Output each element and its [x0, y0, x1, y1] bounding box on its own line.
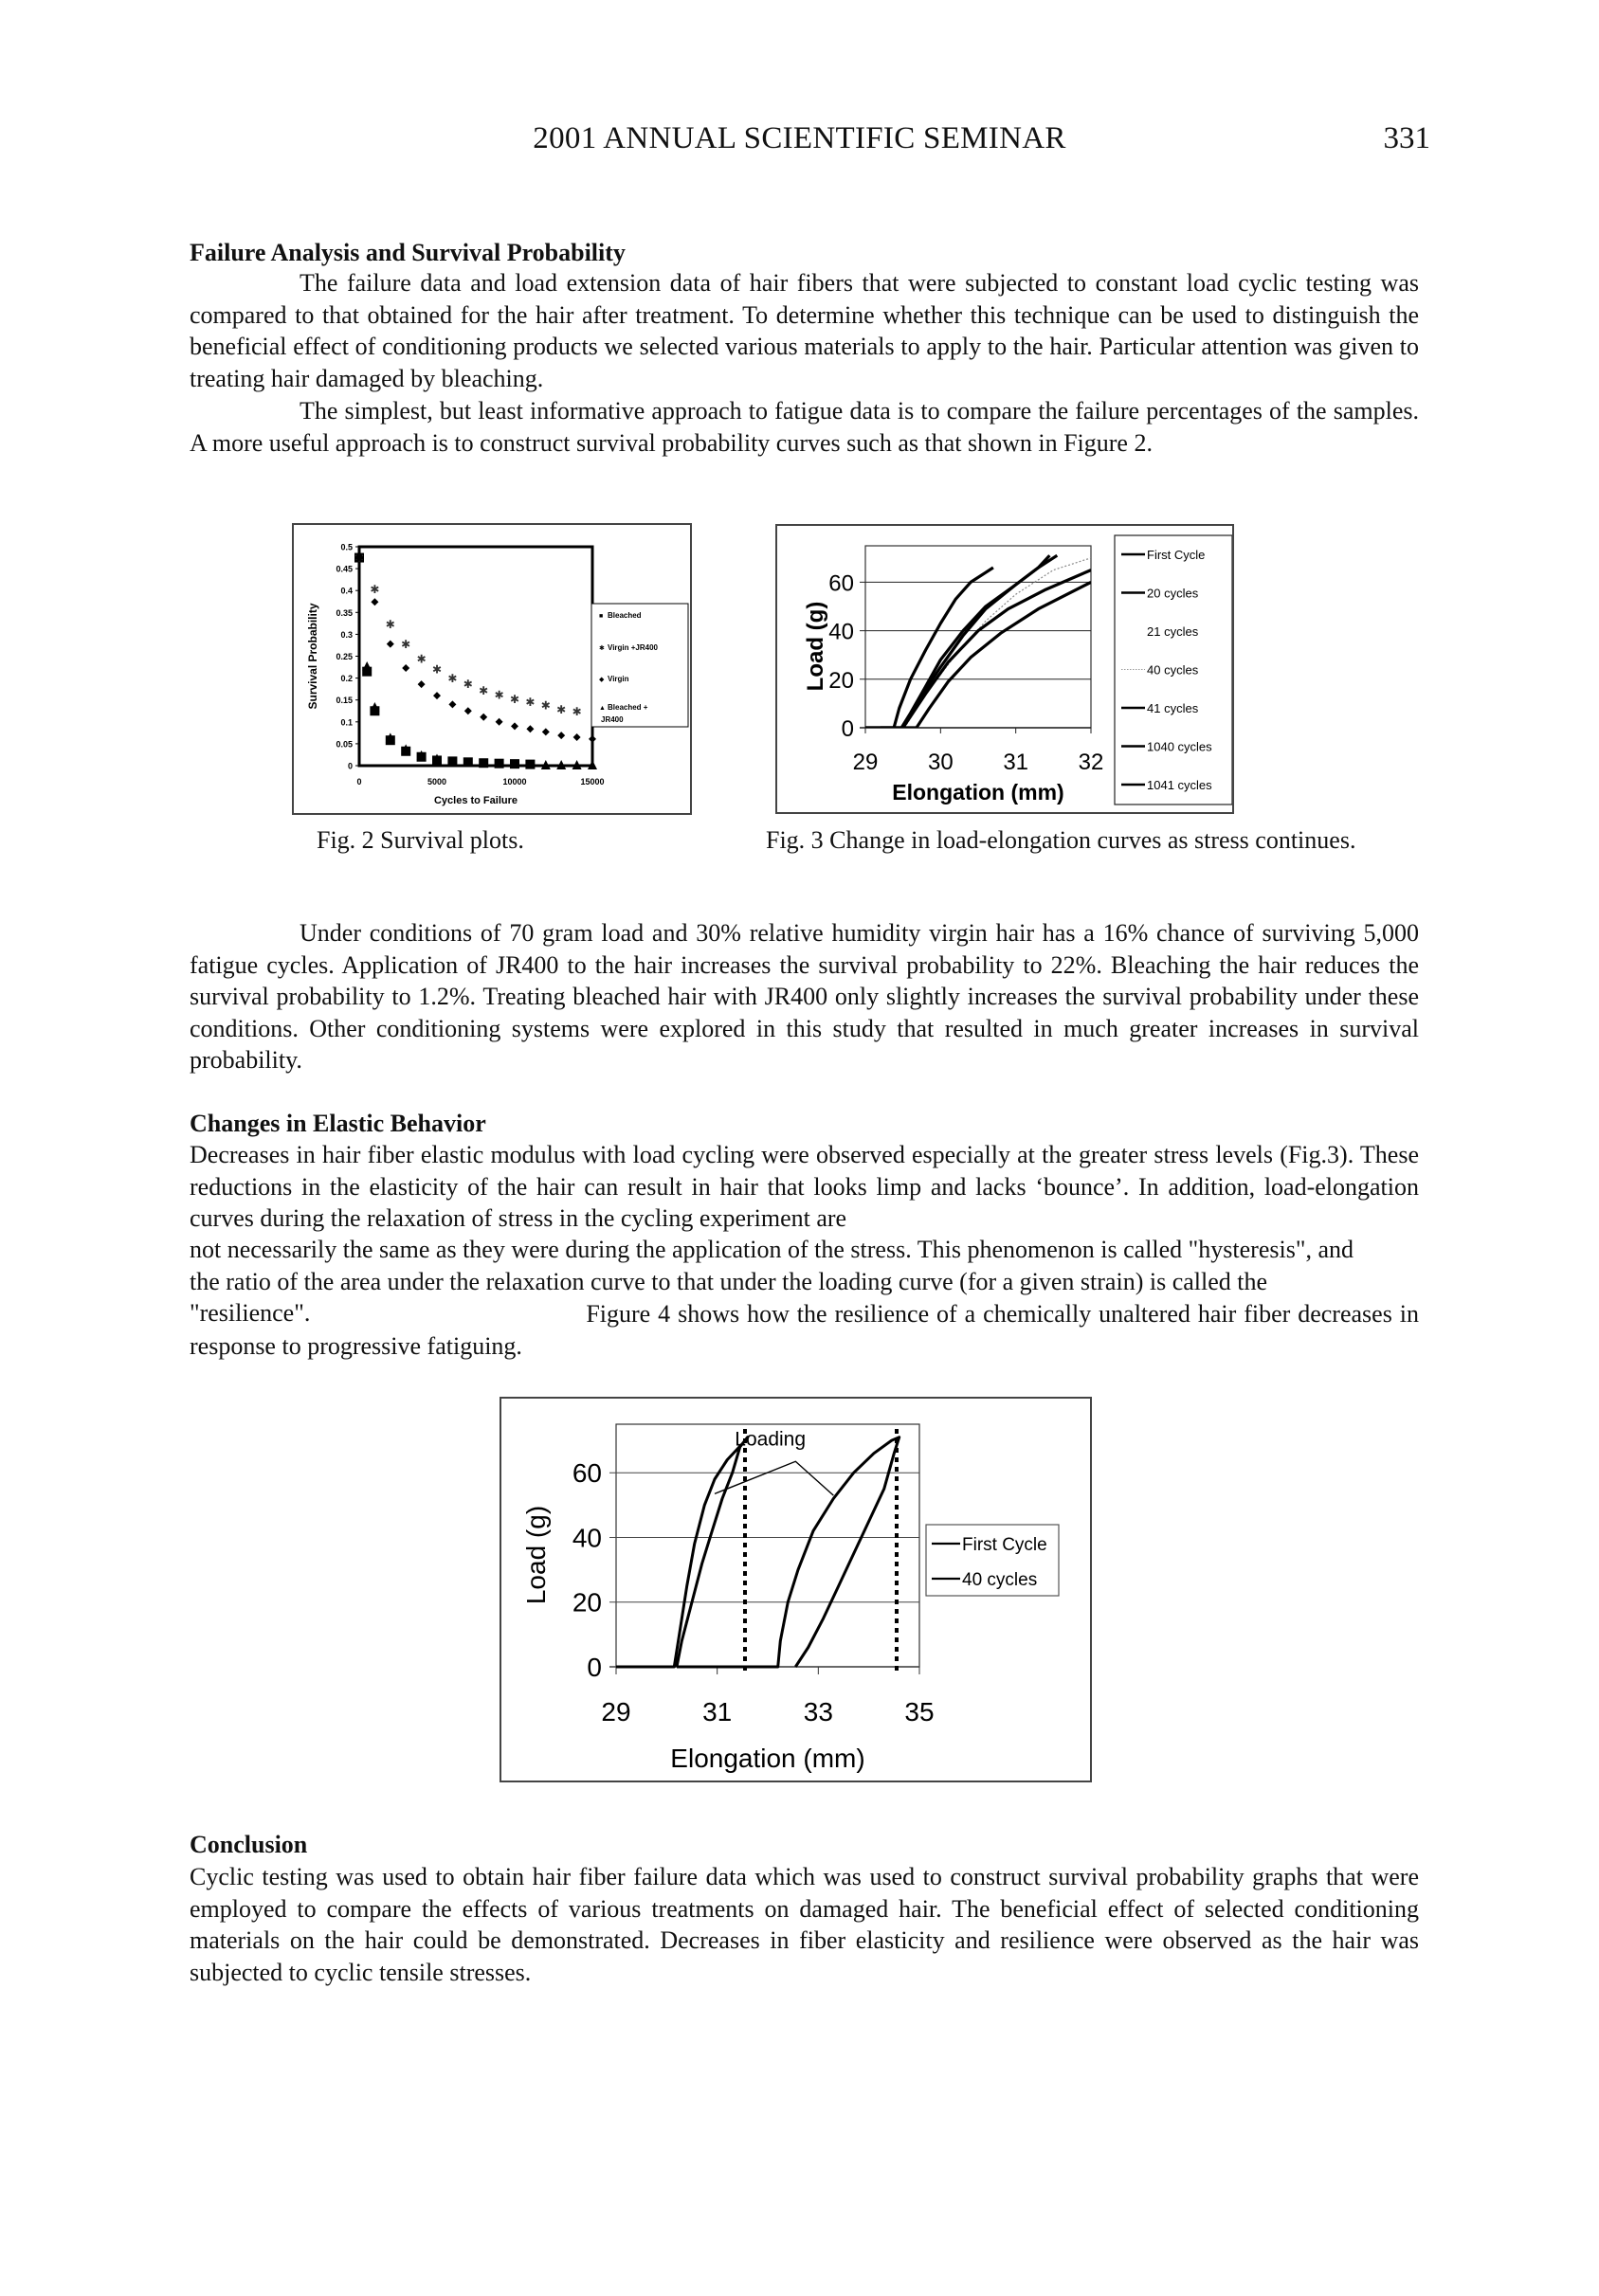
y-tick-label: 0.1: [340, 717, 353, 728]
paragraph-conclusion: Cyclic testing was used to obtain hair fiber failure data which was used to construct survival probability graphs that were employed to compare the effects of various treatments on damaged hair. The beneficial effect of selected conditioning materials on the hair could be demonstrated. Decreases in fiber elasticity and resilience were observed as the hair was subjected to cyclic tensile stresses.: [190, 1863, 1419, 1986]
figure-4-resilience-chart: [501, 1399, 1090, 1781]
section-heading-conclusion: Conclusion: [190, 1831, 308, 1858]
series-line-40-cycles: [677, 1437, 899, 1667]
data-point-virgin: [573, 733, 581, 741]
data-point-bleached-jr400: [362, 661, 372, 671]
x-tick-label: 30: [927, 750, 954, 775]
data-point-virgin: [448, 700, 456, 708]
section-heading-failure-analysis: Failure Analysis and Survival Probability: [190, 239, 626, 266]
y-tick-label: 60: [828, 570, 854, 597]
data-point-virgin: [464, 707, 472, 714]
series-line-41-cycles: [903, 555, 1058, 728]
plot-area: [616, 1424, 919, 1667]
legend-label: 20 cycles: [1147, 586, 1199, 601]
data-point-virgin-jr400: ✱: [463, 678, 473, 692]
y-tick-label: 0.2: [340, 674, 353, 684]
x-axis-label: Elongation (mm): [670, 1744, 865, 1773]
data-point-virgin-jr400: ✱: [509, 692, 520, 706]
y-tick-label: 0.5: [340, 542, 353, 552]
x-tick-label: 35: [904, 1697, 935, 1727]
y-axis-label: Survival Probability: [306, 603, 319, 710]
plot-area: [865, 546, 1091, 728]
legend-label: 21 cycles: [1147, 624, 1199, 639]
legend-label: 1040 cycles: [1147, 739, 1212, 754]
plot-area: [359, 547, 592, 766]
legend-label: First Cycle: [962, 1535, 1047, 1555]
legend-label: Bleached +: [608, 703, 648, 712]
legend-marker: ■: [599, 613, 604, 620]
legend-marker: ✱: [599, 645, 605, 652]
data-point-virgin: [511, 722, 518, 730]
legend-label: First Cycle: [1147, 548, 1206, 562]
y-tick-label: 0.35: [336, 607, 353, 618]
y-tick-label: 0: [587, 1653, 602, 1682]
y-axis-label: Load (g): [803, 601, 828, 692]
legend-label: 41 cycles: [1147, 701, 1199, 715]
data-point-virgin-jr400: ✱: [385, 618, 395, 632]
data-point-virgin-jr400: ✱: [447, 672, 458, 686]
annotation-pointer: [715, 1461, 833, 1495]
x-tick-label: 31: [702, 1697, 733, 1727]
x-tick-label: 0: [356, 777, 362, 786]
figure-4-frame: [500, 1397, 1092, 1782]
data-point-virgin-jr400: ✱: [416, 652, 427, 666]
legend-marker: ▲: [599, 705, 606, 712]
x-axis-label: Cycles to Failure: [433, 795, 518, 806]
data-point-virgin-jr400: ✱: [494, 688, 504, 702]
x-tick-label: 29: [601, 1697, 631, 1727]
data-point-bleached: [525, 760, 535, 769]
y-tick-label: 20: [828, 667, 854, 694]
y-axis-label: Load (g): [521, 1505, 551, 1605]
data-point-virgin: [496, 718, 503, 726]
data-point-virgin-jr400: ✱: [556, 702, 567, 716]
legend-label: 1041 cycles: [1147, 778, 1212, 792]
y-tick-label: 0.15: [336, 696, 353, 706]
data-point-virgin-jr400: ✱: [431, 662, 443, 677]
x-tick-label: 33: [803, 1697, 833, 1727]
x-tick-label: 31: [1003, 750, 1029, 775]
x-tick-label: 10000: [502, 777, 527, 786]
legend-label: 40 cycles: [1147, 662, 1199, 678]
data-point-virgin: [526, 725, 534, 732]
paragraph-failure-3: Under conditions of 70 gram load and 30% relative humidity virgin hair has a 16% chance of surviving 5,000 fatigue cycles. Application of JR400 to the hair increases the survival probability to 22%. Bleaching the hair reduces the survival probability to 1.2%. Treating bleached hair with JR400 only slightly increases the survival probability under these conditions. Other conditioning systems were explored in this study that resulted in much greater increases in survival probability.: [190, 919, 1419, 1074]
data-point-bleached: [447, 756, 457, 766]
data-point-virgin: [387, 641, 394, 648]
data-point-virgin: [371, 598, 378, 606]
data-point-virgin: [433, 692, 441, 699]
paragraph-elastic-1a: Decreases in hair fiber elastic modulus with load cycling were observed especially at the greater stress levels (Fig.3). These reductions in the elasticity of the hair can result in hair that looks limp and lacks ‘bounce’. In addition, load-elongation curves during the relaxation of stress in the cycling experiment are: [190, 1141, 1419, 1232]
y-tick-label: 0.45: [336, 564, 353, 574]
data-point-bleached: [463, 757, 473, 767]
figure-2-frame: [292, 523, 692, 815]
annotation-loading: Loading: [735, 1428, 807, 1451]
x-tick-label: 29: [852, 750, 879, 775]
y-tick-label: 20: [572, 1587, 602, 1618]
y-tick-label: 40: [572, 1523, 602, 1553]
paragraph-elastic-1b: not necessarily the same as they were during the application of the stress. This phenomenon is called "hysteresis", and the ratio of the area under the relaxation curve to that under the loading curve (for a given strain) is called the "resilience".: [190, 1236, 1354, 1327]
series-line-first-cycle: [865, 568, 993, 728]
data-point-virgin-jr400: ✱: [572, 705, 582, 719]
legend-label: Virgin +JR400: [608, 643, 658, 652]
data-point-bleached: [479, 758, 488, 768]
x-axis-label: Elongation (mm): [892, 780, 1064, 805]
data-point-bleached: [510, 759, 519, 768]
figure-2-survival-chart: [294, 525, 690, 813]
page-number: 331: [1383, 121, 1430, 155]
y-tick-label: 0: [347, 761, 353, 771]
y-tick-label: 60: [572, 1458, 602, 1489]
x-tick-label: 32: [1078, 750, 1104, 775]
series-line-20-cycles: [881, 555, 1050, 728]
data-point-virgin: [418, 680, 426, 688]
section-heading-elastic-behavior: Changes in Elastic Behavior: [190, 1110, 486, 1137]
y-tick-label: 0.4: [340, 586, 353, 596]
data-point-bleached: [495, 759, 504, 768]
y-tick-label: 0.3: [340, 629, 353, 640]
paragraph-elastic-1c-wrap: [190, 1298, 1419, 1362]
data-point-virgin-jr400: ✱: [401, 638, 411, 652]
legend-label: JR400: [601, 715, 624, 724]
data-point-virgin-jr400: ✱: [525, 696, 536, 710]
data-point-virgin-jr400: ✱: [370, 582, 380, 596]
figure-3-load-elongation-chart: [777, 526, 1232, 812]
figure-3-frame: [775, 524, 1234, 814]
x-tick-label: 5000: [427, 777, 447, 786]
figure-2-caption: Fig. 2 Survival plots.: [317, 826, 524, 854]
legend-marker: ◆: [599, 677, 605, 683]
legend-label: Bleached: [608, 611, 642, 620]
y-tick-label: 0.05: [336, 739, 353, 750]
data-point-virgin: [589, 735, 596, 743]
data-point-virgin-jr400: ✱: [540, 698, 551, 713]
x-tick-label: 15000: [580, 777, 605, 786]
figure-3-caption: Fig. 3 Change in load-elongation curves as stress continues.: [766, 826, 1356, 854]
data-point-virgin: [542, 728, 550, 735]
paragraph-elastic-1c: Figure 4 shows how the resilience of a chemically unaltered hair fiber decreases in response to progressive fatiguing.: [190, 1300, 1419, 1360]
legend-label: 40 cycles: [962, 1570, 1038, 1590]
data-point-virgin: [557, 732, 565, 739]
data-point-virgin: [402, 664, 409, 672]
data-point-virgin: [480, 714, 487, 721]
series-line-first-cycle: [616, 1437, 748, 1667]
y-tick-label: 0: [841, 716, 854, 742]
paragraph-failure-2: The simplest, but least informative approach to fatigue data is to compare the failure percentages of the samples. A more useful approach is to construct survival probability curves such as that shown in Figure 2.: [190, 397, 1419, 457]
y-tick-label: 40: [828, 619, 854, 645]
running-head: 2001 ANNUAL SCIENTIFIC SEMINAR: [533, 121, 1066, 155]
data-point-virgin-jr400: ✱: [479, 683, 489, 697]
legend-label: Virgin: [608, 675, 629, 683]
y-tick-label: 0.25: [336, 652, 353, 661]
paragraph-failure-1: The failure data and load extension data of hair fibers that were subjected to constant load cyclic testing was compared to that obtained for the hair after treatment. To determine whether this technique can be used to distinguish the beneficial effect of conditioning products we selected various materials to apply to the hair. Particular attention was given to treating hair damaged by bleaching.: [190, 269, 1419, 392]
